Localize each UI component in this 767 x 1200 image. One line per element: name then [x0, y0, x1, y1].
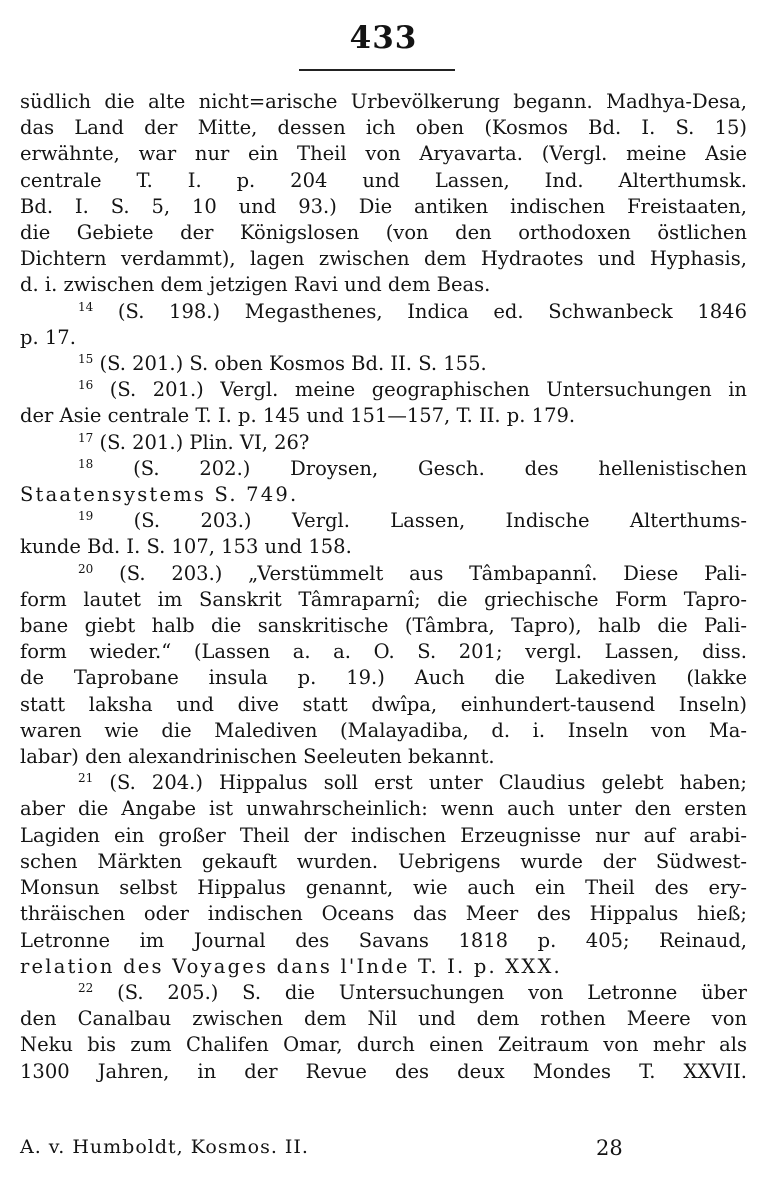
text-line-3: erwähnte, war nur ein Theil von Aryavarta. (Vergl. meine Asie	[20, 142, 747, 166]
footnote-text: (S. 204.) Hippalus soll erst unter Claudius gelebt haben;	[93, 771, 747, 795]
text-line-10: p. 17.	[20, 325, 76, 349]
footnote-text: (S. 205.) S. die Untersuchungen von Letronne über	[93, 980, 747, 1004]
text-line-30: schen Märkten gekauft wurden. Uebrigens wurde der Südwest-	[20, 849, 747, 873]
text-line-24: statt laksha und dive statt dwîpa, einhundert-tausend Inseln)	[20, 692, 747, 716]
text-line-18: kunde Bd. I. S. 107, 153 und 158.	[20, 535, 352, 559]
text-line-38: 1300 Jahren, in der Revue des deux Mondes T. XXVII.	[20, 1059, 747, 1083]
footnote-marker: 18	[78, 456, 94, 471]
page-number: 433	[349, 20, 418, 56]
text-line-13: der Asie centrale T. I. p. 145 und 151—157, T. II. p. 179.	[20, 404, 576, 428]
footnote-marker: 14	[78, 299, 94, 314]
text-line-37: Neku bis zum Chalifen Omar, durch einen Zeitraum von mehr als	[20, 1033, 747, 1057]
text-line-20: form lautet im Sanskrit Tâmraparnî; die griechische Form Tapro-	[20, 587, 747, 611]
footnote-22	[20, 980, 747, 1006]
text-line-34: relation des Voyages dans l'Inde T. I. p. XXX.	[20, 954, 562, 978]
text-line-1: südlich die alte nicht=arische Urbevölkerung begann. Madhya-Desa,	[20, 90, 747, 113]
header-rule	[299, 69, 455, 71]
footnote-text: (S. 203.) Vergl. Lassen, Indische Alterthums-	[93, 509, 747, 533]
text-line-5: Bd. I. S. 5, 10 und 93.) Die antiken indischen Freistaaten,	[20, 194, 747, 218]
text-line-16: Staatensystems S. 749.	[20, 483, 299, 507]
text-line-36: den Canalbau zwischen dem Nil und dem rothen Meere von	[20, 1007, 747, 1031]
footnote-marker: 19	[78, 509, 94, 524]
footer-signature: A. v. Humboldt, Kosmos. II.	[20, 1136, 309, 1158]
text-line-28: aber die Angabe ist unwahrscheinlich: wenn auch unter den ersten	[20, 797, 747, 821]
footnote-marker: 17	[78, 430, 94, 445]
text-line-8: d. i. zwischen dem jetzigen Ravi und dem Beas.	[20, 273, 491, 297]
text-line-26: labar) den alexandrinischen Seeleuten bekannt.	[20, 745, 495, 769]
text-line-32: thräischen oder indischen Oceans das Meer des Hippalus hieß;	[20, 902, 747, 926]
footnote-18	[20, 456, 747, 482]
footnote-15	[20, 351, 747, 377]
footnote-14	[20, 299, 747, 325]
footnote-marker: 20	[78, 561, 94, 576]
text-line-29: Lagiden ein großer Theil der indischen Erzeugnisse nur auf arabi-	[20, 823, 747, 847]
text-line-21: bane giebt halb die sanskritische (Tâmbra, Tapro), halb die Pali-	[20, 614, 747, 638]
text-line-4: centrale T. I. p. 204 und Lassen, Ind. Alterthumsk.	[20, 168, 747, 192]
footnote-text: (S. 201.) Plin. VI, 26?	[93, 430, 310, 454]
footnote-text: (S. 198.) Megasthenes, Indica ed. Schwanbeck 1846	[93, 299, 747, 323]
footnote-text: (S. 201.) S. oben Kosmos Bd. II. S. 155.	[93, 352, 487, 376]
text-line-22: form wieder.“ (Lassen a. a. O. S. 201; vergl. Lassen, diss.	[20, 640, 747, 664]
footnote-20	[20, 561, 747, 587]
footnote-marker: 16	[78, 378, 94, 393]
sheet-number: 28	[596, 1136, 623, 1160]
footnote-17	[20, 430, 747, 456]
footnote-text: (S. 201.) Vergl. meine geographischen Untersuchungen in	[93, 378, 747, 402]
footnote-marker: 15	[78, 352, 94, 367]
text-line-33: Letronne im Journal des Savans 1818 p. 405; Reinaud,	[20, 928, 747, 952]
footnote-marker: 22	[78, 980, 94, 995]
text-line-2: das Land der Mitte, dessen ich oben (Kosmos Bd. I. S. 15)	[20, 116, 747, 140]
text-line-23: de Taprobane insula p. 19.) Auch die Lakediven (lakke	[20, 666, 747, 690]
footnote-21	[20, 770, 747, 796]
footnote-marker: 21	[78, 771, 94, 786]
text-line-6: die Gebiete der Königslosen (von den orthodoxen östlichen	[20, 221, 747, 245]
footnote-text: (S. 203.) „Verstümmelt aus Tâmbapannî. Diese Pali-	[93, 561, 747, 585]
footnote-19	[20, 508, 747, 534]
footnote-16	[20, 377, 747, 403]
footnotes-text	[20, 89, 747, 1085]
footnote-text: (S. 202.) Droysen, Gesch. des hellenistischen	[93, 456, 747, 480]
text-line-25: waren wie die Malediven (Malayadiba, d. i. Inseln von Ma-	[20, 718, 747, 742]
text-line-7: Dichtern verdammt), lagen zwischen dem Hydraotes und Hyphasis,	[20, 247, 747, 271]
text-line-31: Monsun selbst Hippalus genannt, wie auch ein Theil des ery-	[20, 876, 747, 900]
